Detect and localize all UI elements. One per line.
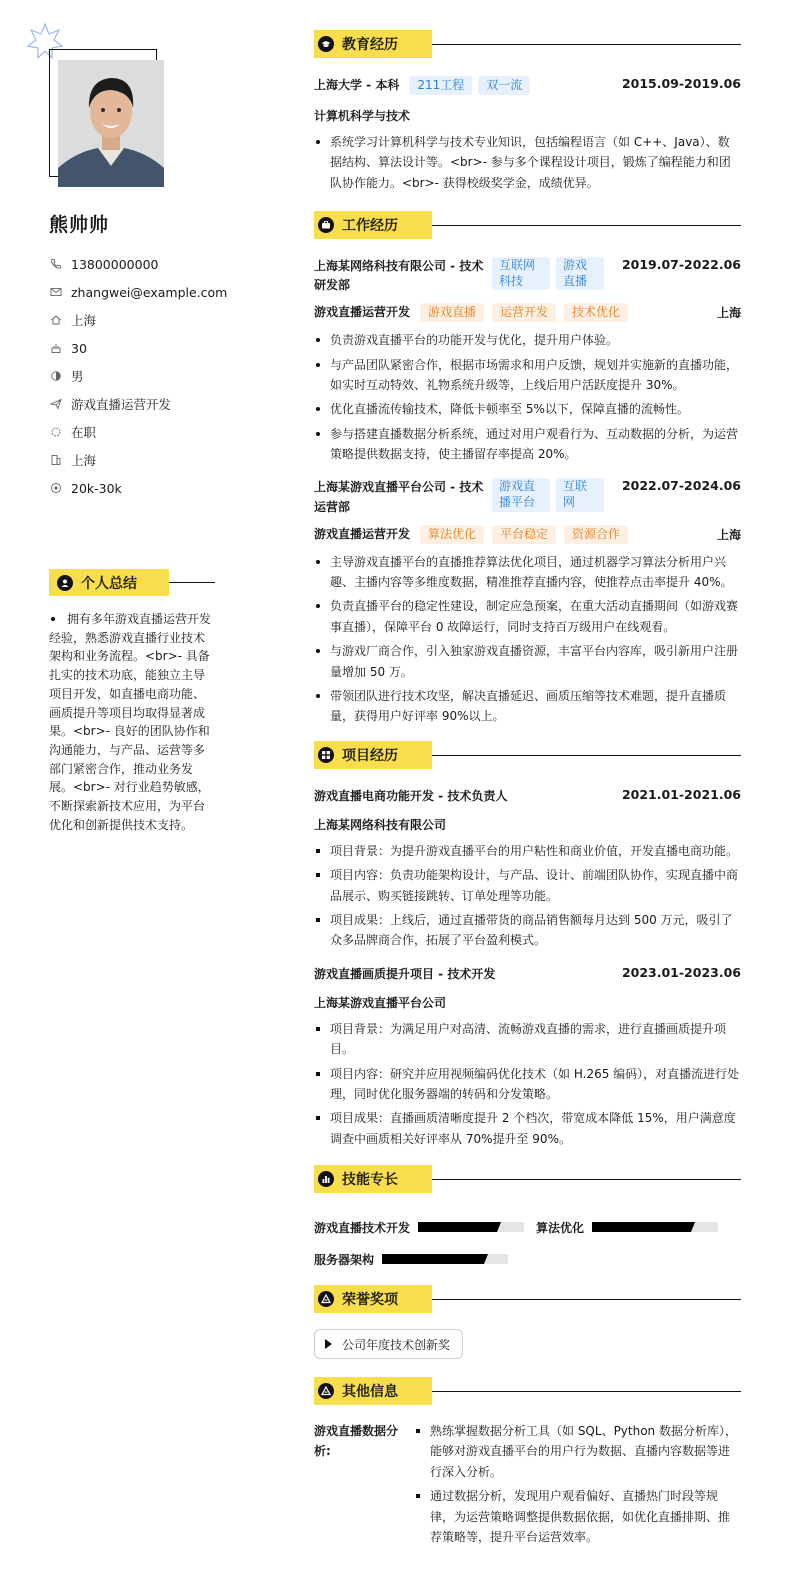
- role-tag: 运营开发: [492, 303, 556, 322]
- education-date: 2015.09-2019.06: [621, 76, 741, 91]
- role-tag: 平台稳定: [492, 525, 556, 544]
- skill-level-fill: [592, 1222, 691, 1232]
- project-company: 上海某网络科技有限公司: [314, 817, 447, 832]
- work-bullets: [314, 330, 741, 464]
- projects-section-header: [314, 741, 741, 769]
- contact-info-row: [49, 306, 269, 334]
- contact-info-row: [49, 390, 269, 418]
- education-section-header: [314, 30, 741, 58]
- awards-section-header: [314, 1285, 741, 1313]
- work-entry: [314, 257, 741, 465]
- work-location: 上海: [716, 527, 741, 542]
- building-icon: [49, 453, 63, 467]
- grid-icon: [318, 747, 334, 763]
- contact-info-text: 男: [71, 369, 84, 384]
- bullet-item: 项目成果：上线后，通过直播带货的商品销售额每月达到 500 万元，吸引了众多品牌商合作，拓展了平台盈利模式。: [314, 910, 741, 951]
- contact-info-row: [49, 334, 269, 362]
- education-entry: [314, 76, 741, 193]
- school-tag: 双一流: [478, 76, 530, 95]
- industry-tag: 互联网科技: [492, 257, 550, 290]
- work-title: 工作经历: [342, 217, 398, 234]
- skill-name: 算法优化: [536, 1220, 585, 1235]
- gender-icon: [49, 369, 63, 383]
- contact-info-row: [49, 362, 269, 390]
- bullet-item: 项目成果：直播画质清晰度提升 2 个档次，带宽成本降低 15%，用户满意度调查中画质相关好评率从 70%提升至 90%。: [314, 1108, 741, 1149]
- bullet-item: 主导游戏直播平台的直播推荐算法优化项目，通过机器学习算法分析用户兴趣、主播内容等多维度数据，精准推荐直播内容，使推荐点击率提升 40%。: [314, 552, 741, 593]
- skill-level-bar: [418, 1222, 524, 1232]
- bullet-item: 项目内容：负责功能架构设计，与产品、设计、前端团队协作，实现直播中商品展示、购买链接跳转、订单处理等功能。: [314, 865, 741, 906]
- skill-name: 服务器架构: [314, 1252, 375, 1267]
- contact-info-text: 上海: [71, 313, 97, 328]
- status-icon: [49, 425, 63, 439]
- work-list: [314, 257, 741, 727]
- projects-title: 项目经历: [342, 747, 398, 764]
- bullet-item: 项目背景：为满足用户对高清、流畅游戏直播的需求，进行直播画质提升项目。: [314, 1019, 741, 1060]
- work-date: 2019.07-2022.06: [621, 256, 741, 272]
- bullet-item: 负责直播平台的稳定性建设，制定应急预案，在重大活动直播期间（如游戏赛事直播），保障平台 0 故障运行，同时支持百万级用户在线观看。: [314, 596, 741, 637]
- bullet-item: 参与搭建直播数据分析系统，通过对用户观看行为、互动数据的分析，为运营策略提供数据支持，使主播留存率提高 20%。: [314, 424, 741, 465]
- other-title: 其他信息: [342, 1384, 398, 1401]
- contact-info-text: 在职: [71, 425, 97, 440]
- send-icon: [49, 397, 63, 411]
- project-name: 游戏直播画质提升项目 - 技术开发: [314, 966, 496, 981]
- other-section-header: [314, 1377, 741, 1405]
- award-name: 公司年度技术创新奖: [342, 1337, 451, 1352]
- bullet-item: 项目背景：为提升游戏直播平台的用户粘性和商业价值，开发直播电商功能。: [314, 841, 741, 861]
- skills-section-header: [314, 1165, 741, 1193]
- mail-icon: [49, 285, 63, 299]
- contact-info-row: [49, 250, 269, 278]
- work-bullets: [314, 552, 741, 727]
- contact-info-text: 游戏直播运营开发: [71, 397, 172, 412]
- work-location: 上海: [716, 306, 741, 321]
- work-entry: [314, 478, 741, 726]
- contact-info-text: 上海: [71, 453, 97, 468]
- company-name: 上海某游戏直播平台公司 - 技术运营部: [314, 480, 484, 514]
- role-tag: 算法优化: [420, 525, 484, 544]
- contact-info-row: [49, 446, 269, 474]
- role-tag: 资源合作: [564, 525, 628, 544]
- bullet-item: 通过数据分析，发现用户观看偏好、直播热门时段等规律，为运营策略调整提供数据依据，如优化直播排期、推荐策略等，提升平台运营效率。: [414, 1486, 741, 1547]
- school-name: 上海大学 - 本科: [314, 78, 400, 92]
- skill-level-bar: [382, 1254, 508, 1264]
- briefcase-icon: [318, 217, 334, 233]
- contact-info-text: 13800000000: [71, 256, 159, 272]
- project-entry: [314, 965, 741, 1149]
- contact-info-text: 20k-30k: [71, 480, 122, 496]
- main-column: [314, 30, 741, 1551]
- skill-item: [314, 1251, 508, 1268]
- role-name: 游戏直播运营开发: [314, 526, 411, 541]
- project-bullets: [314, 1019, 741, 1149]
- contact-info-row: [49, 474, 269, 502]
- bullet-item: 熟练掌握数据分析工具（如 SQL、Python 数据分析库），能够对游戏直播平台的用户行为数据、直播内容数据等进行深入分析。: [414, 1421, 741, 1482]
- contact-info-row: [49, 278, 269, 306]
- award-item: [314, 1329, 463, 1359]
- summary-section-header: [49, 569, 215, 596]
- project-list: [314, 787, 741, 1149]
- info-icon: [318, 1383, 334, 1399]
- summary-text: 拥有多年游戏直播运营开发经验，熟悉游戏直播行业技术架构和业务流程。<br>- 具备扎实的技术功底，能独立主导项目开发，如直播电商功能、画质提升等项目均取得显著成果。<br>- 良好的团队协作和沟通能力，与产品、运营等多部门紧密合作，推动业务发展。<br>- 对行业趋势敏感，不断探索新技术应用，为平台优化和创新提供技术支持。: [49, 612, 212, 832]
- other-info-bullets: [414, 1421, 741, 1551]
- project-date: 2021.01-2021.06: [621, 786, 741, 802]
- bullet-item: 优化直播流传输技术，降低卡顿率至 5%以下，保障直播的流畅性。: [314, 399, 741, 419]
- user-icon: [57, 575, 73, 591]
- role-tag: 游戏直播: [420, 303, 484, 322]
- bullet-item: 与游戏厂商合作，引入独家游戏直播资源，丰富平台内容库，吸引新用户注册量增加 50 万。: [314, 641, 741, 682]
- work-date: 2022.07-2024.06: [621, 478, 741, 494]
- skill-item: [536, 1219, 718, 1236]
- project-entry: [314, 787, 741, 951]
- school-tag: 211工程: [409, 76, 472, 95]
- skill-level-fill: [418, 1222, 497, 1232]
- project-name: 游戏直播电商功能开发 - 技术负责人: [314, 788, 508, 803]
- bullet-item: 与产品团队紧密合作，根据市场需求和用户反馈，规划并实施新的直播功能，如实时互动特效、礼物系统升级等，上线后用户活跃度提升 30%。: [314, 355, 741, 396]
- project-bullets: [314, 841, 741, 951]
- project-date: 2023.01-2023.06: [621, 964, 741, 980]
- awards-title: 荣誉奖项: [342, 1292, 398, 1309]
- contact-info-text: 30: [71, 340, 87, 356]
- salary-icon: [49, 481, 63, 495]
- bullet-item: 负责游戏直播平台的功能开发与优化，提升用户体验。: [314, 330, 741, 350]
- industry-tag: 游戏直播: [556, 257, 604, 290]
- graduation-cap-icon: [318, 36, 334, 52]
- industry-tag: 游戏直播平台: [492, 478, 550, 511]
- major: 计算机科学与技术: [314, 108, 411, 123]
- cake-icon: [49, 341, 63, 355]
- contact-info-row: [49, 418, 269, 446]
- role-name: 游戏直播运营开发: [314, 305, 411, 320]
- other-info-label: 游戏直播数据分析:: [314, 1424, 399, 1459]
- award-icon: [318, 1291, 334, 1307]
- skill-item: [314, 1219, 524, 1236]
- company-name: 上海某网络科技有限公司 - 技术研发部: [314, 258, 484, 293]
- industry-tag: 互联网: [556, 478, 604, 511]
- summary-text-block: [49, 610, 214, 835]
- contact-info-text: zhangwei@example.com: [71, 284, 228, 300]
- education-title: 教育经历: [342, 37, 398, 53]
- bullet-item: 项目内容：研究并应用视频编码优化技术（如 H.265 编码），对直播流进行处理，同时优化服务器端的转码和分发策略。: [314, 1064, 741, 1105]
- contact-info-list: [49, 250, 269, 502]
- skill-level-fill: [382, 1254, 484, 1264]
- role-tag: 技术优化: [564, 303, 628, 322]
- bar-chart-icon: [318, 1171, 334, 1187]
- work-section-header: [314, 211, 741, 239]
- project-company: 上海某游戏直播平台公司: [314, 995, 447, 1010]
- person-name: 熊帅帅: [49, 214, 110, 236]
- avatar: [58, 60, 164, 187]
- bullet-item: 带领团队进行技术攻坚，解决直播延迟、画质压缩等技术难题，提升直播质量，获得用户好评率 90%以上。: [314, 686, 741, 727]
- phone-icon: [49, 257, 63, 271]
- skill-name: 游戏直播技术开发: [314, 1220, 411, 1235]
- skill-level-bar: [592, 1222, 718, 1232]
- skills-title: 技能专长: [342, 1172, 398, 1189]
- bullet-item: 系统学习计算机科学与技术专业知识，包括编程语言（如 C++、Java）、数据结构、算法设计等。<br>- 参与多个课程设计项目，锻炼了编程能力和团队协作能力。<br>- 获得校级奖学金，成绩优异。: [314, 132, 741, 193]
- summary-title: 个人总结: [81, 575, 137, 592]
- other-info-block: [314, 1421, 741, 1551]
- home-icon: [49, 313, 63, 327]
- skills-list: [314, 1211, 741, 1275]
- play-icon: [325, 1339, 332, 1349]
- education-bullets: [314, 132, 741, 193]
